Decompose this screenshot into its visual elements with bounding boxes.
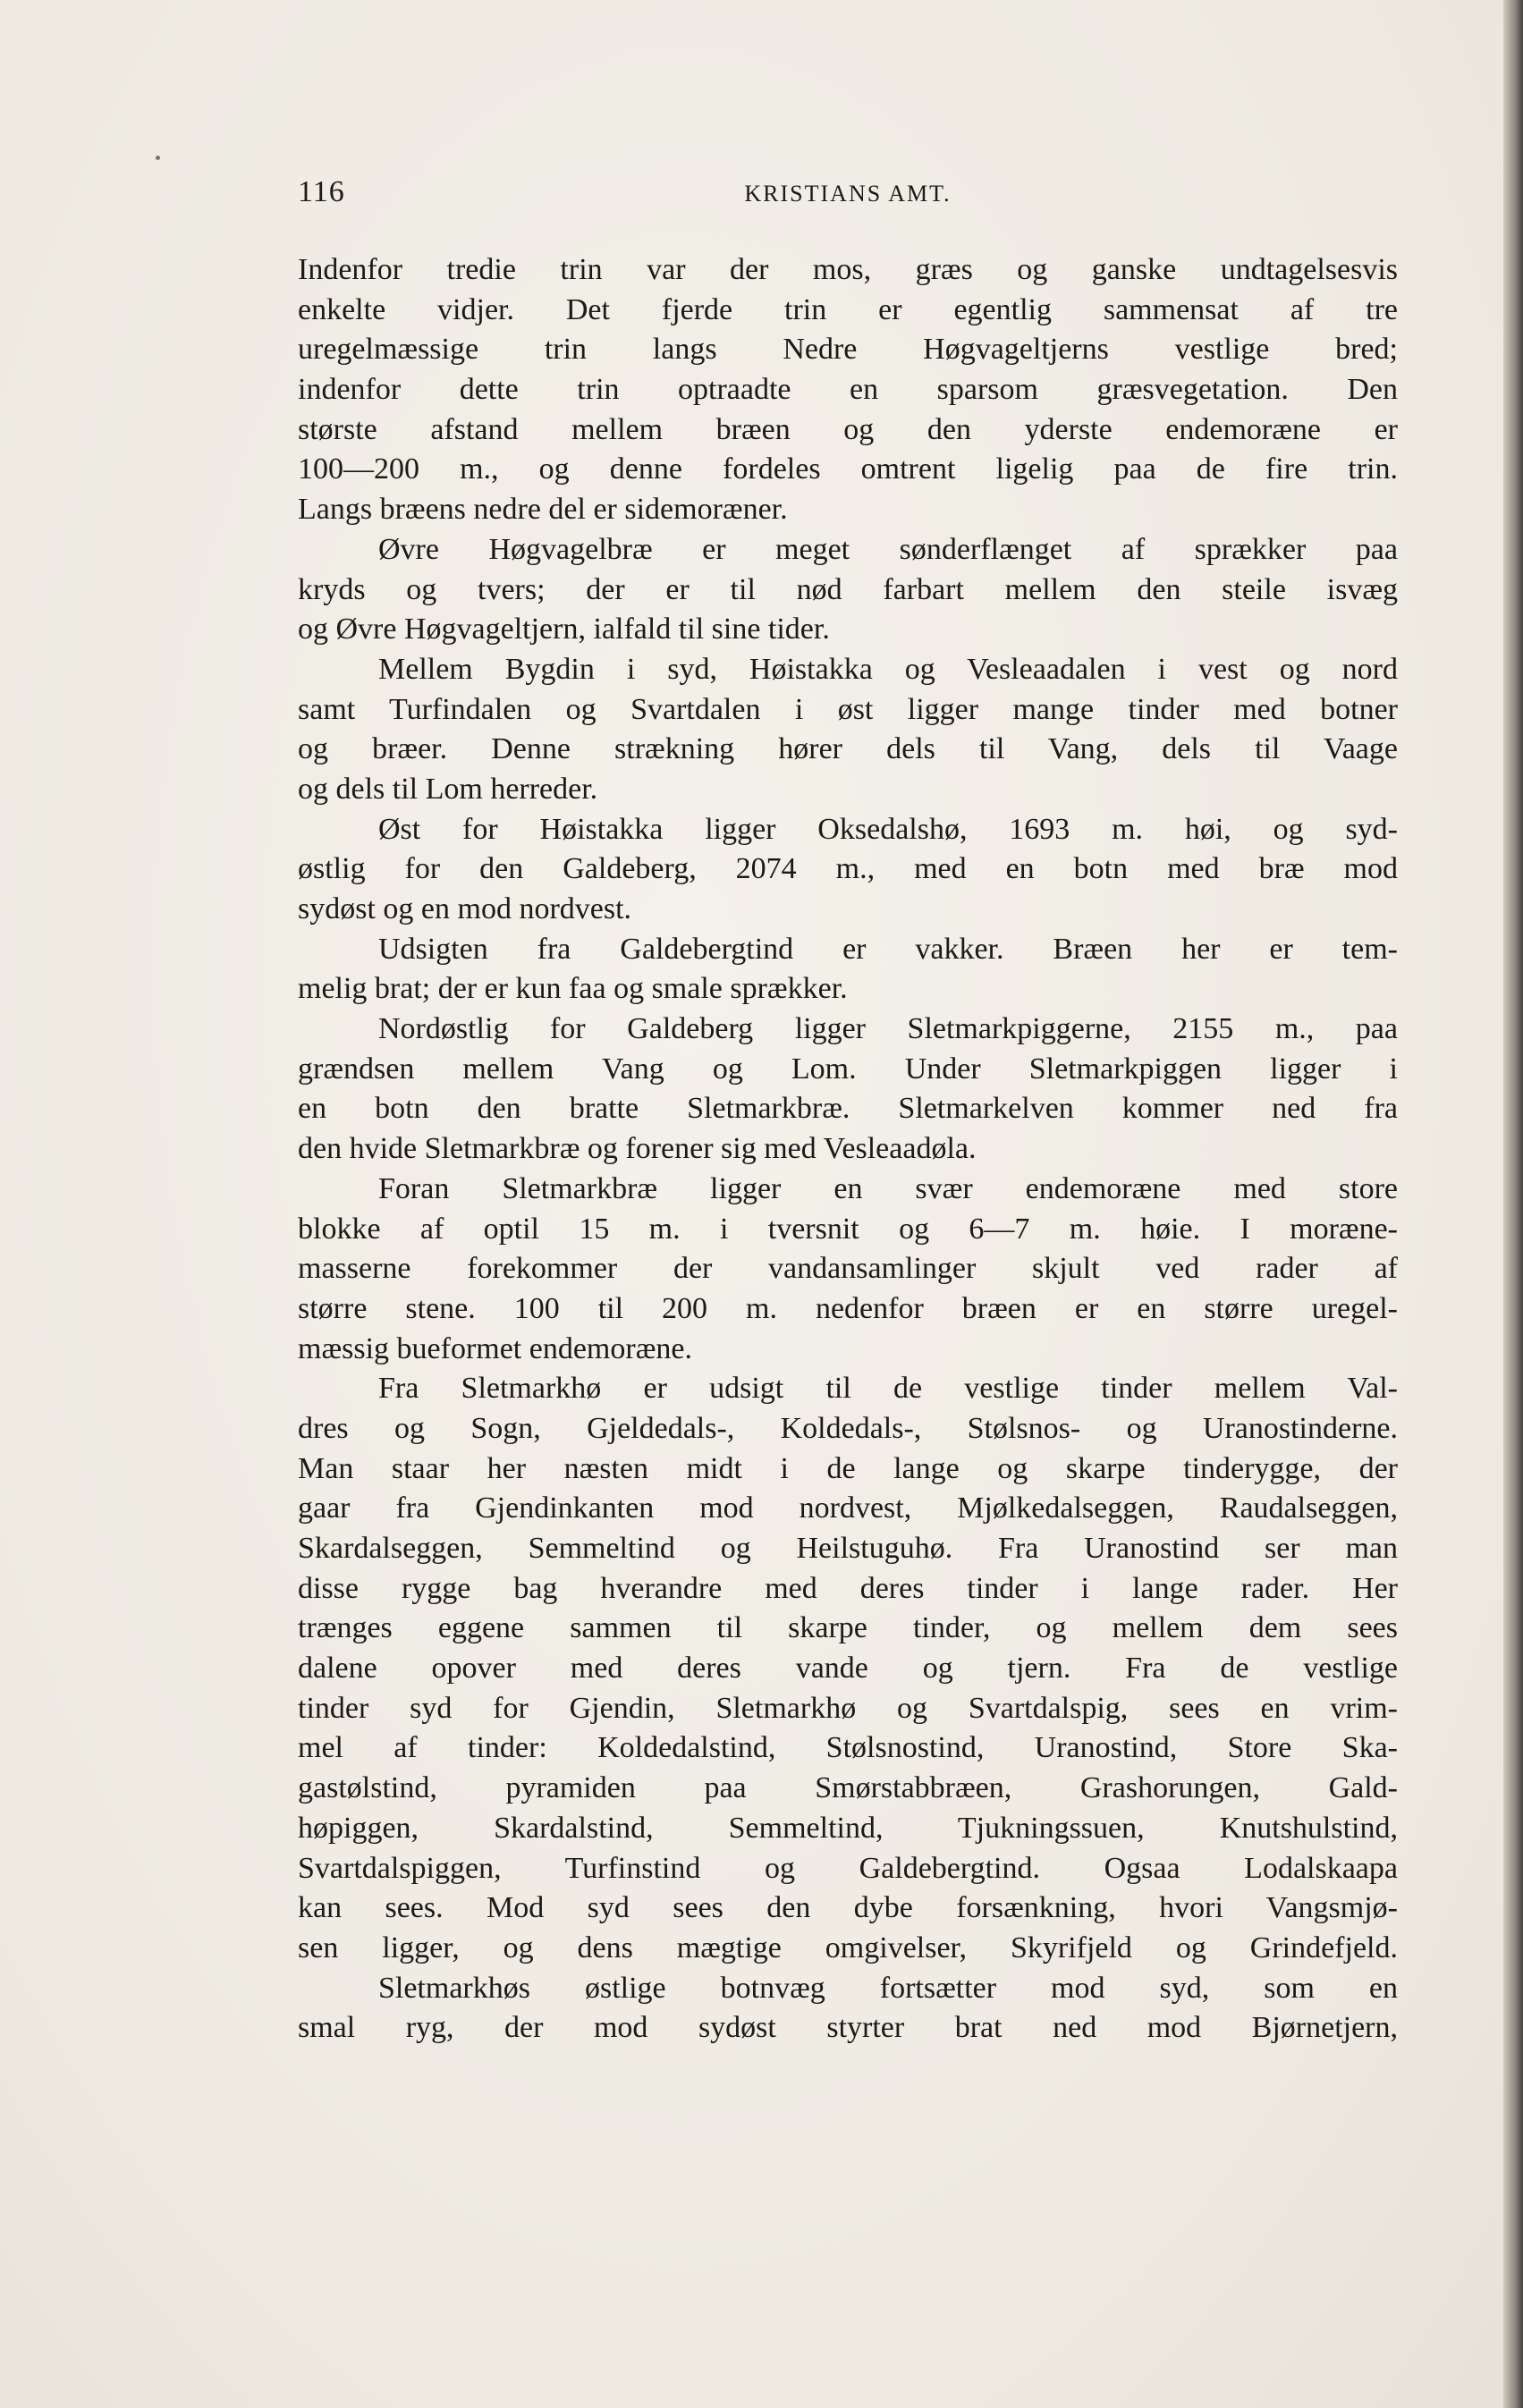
text-line: Øvre Høgvagelbræ er meget sønderflænget af sprækker paa (378, 532, 1398, 566)
text-line: Skardalseggen, Semmeltind og Heilstuguhø. Fra Uranostind ser man (298, 1532, 1398, 1565)
ink-speck (156, 156, 160, 160)
text-line: 100—200 m., og denne fordeles omtrent ligelig paa de fire trin. (298, 452, 1398, 486)
text-line: melig brat; der er kun faa og smale sprækker. (298, 972, 848, 1006)
text-line: Udsigten fra Galdebergtind er vakker. Bræen her er tem- (378, 932, 1398, 966)
text-line: Man staar her næsten midt i de lange og skarpe tinderygge, der (298, 1451, 1398, 1485)
text-line: disse rygge bag hverandre med deres tinder i lange rader. Her (298, 1571, 1398, 1605)
body-text (298, 250, 1398, 2049)
text-line: den hvide Sletmarkbræ og forener sig med Vesleaadøla. (298, 1132, 977, 1166)
text-line: kryds og tvers; der er til nød farbart mellem den steile isvæg (298, 572, 1398, 606)
text-line: enkelte vidjer. Det fjerde trin er egentlig sammensat af tre (298, 292, 1398, 326)
text-line: Mellem Bygdin i syd, Høistakka og Vesleaadalen i vest og nord (378, 652, 1398, 686)
text-line: blokke af optil 15 m. i tversnit og 6—7 m. høie. I moræne- (298, 1212, 1398, 1246)
text-line: sydøst og en mod nordvest. (298, 892, 632, 925)
text-line: indenfor dette trin optraadte en sparsom græsvegetation. Den (298, 373, 1398, 407)
text-line: gastølstind, pyramiden paa Smørstabbræen, Grashorungen, Gald- (298, 1771, 1398, 1805)
text-line: grændsen mellem Vang og Lom. Under Sletmarkpiggen ligger i (298, 1052, 1398, 1086)
text-line: samt Turfindalen og Svartdalen i øst ligger mange tinder med botner (298, 692, 1398, 726)
text-line: østlig for den Galdeberg, 2074 m., med en botn med bræ mod (298, 852, 1398, 886)
text-line: sen ligger, og dens mægtige omgivelser, Skyrifjeld og Grindefjeld. (298, 1931, 1398, 1964)
text-line: masserne forekommer der vandansamlinger skjult ved rader af (298, 1252, 1398, 1286)
text-line: og Øvre Høgvageltjern, ialfald til sine tider. (298, 613, 830, 646)
text-line: en botn den bratte Sletmarkbræ. Sletmarkelven kommer ned fra (298, 1092, 1398, 1126)
text-line: tinder syd for Gjendin, Sletmarkhø og Svartdalspig, sees en vrim- (298, 1691, 1398, 1725)
text-line: smal ryg, der mod sydøst styrter brat ned mod Bjørnetjern, (298, 2011, 1398, 2045)
text-line: største afstand mellem bræen og den yderste endemoræne er (298, 412, 1398, 446)
text-line: mæssig bueformet endemoræne. (298, 1331, 692, 1365)
page-edge-shadow (1503, 0, 1523, 2408)
text-line: Langs bræens nedre del er sidemoræner. (298, 493, 788, 527)
text-line: Indenfor tredie trin var der mos, græs og ganske undtagelsesvis (298, 253, 1398, 286)
page-header (298, 175, 1398, 220)
text-line: og bræer. Denne strækning hører dels til Vang, dels til Vaage (298, 732, 1398, 766)
text-line: kan sees. Mod syd sees den dybe forsænkning, hvori Vangsmjø- (298, 1891, 1398, 1925)
text-line: Nordøstlig for Galdeberg ligger Sletmarkpiggerne, 2155 m., paa (378, 1012, 1398, 1046)
text-line: høpiggen, Skardalstind, Semmeltind, Tjukningssuen, Knutshulstind, (298, 1811, 1398, 1845)
text-line: Svartdalspiggen, Turfinstind og Galdebergtind. Ogsaa Lodalskaapa (298, 1851, 1398, 1885)
running-head: KRISTIANS AMT. (744, 181, 952, 207)
text-line: og dels til Lom herreder. (298, 772, 598, 806)
text-line: dalene opover med deres vande og tjern. Fra de vestlige (298, 1652, 1398, 1686)
text-line: trænges eggene sammen til skarpe tinder, og mellem dem sees (298, 1611, 1398, 1645)
text-line: Foran Sletmarkbræ ligger en svær endemoræne med store (378, 1171, 1398, 1205)
text-line: dres og Sogn, Gjeldedals-, Koldedals-, Stølsnos- og Uranostinderne. (298, 1411, 1398, 1445)
text-line: Fra Sletmarkhø er udsigt til de vestlige tinder mellem Val- (378, 1372, 1398, 1406)
text-line: gaar fra Gjendinkanten mod nordvest, Mjølkedalseggen, Raudalseggen, (298, 1491, 1398, 1525)
text-line: større stene. 100 til 200 m. nedenfor bræen er en større uregel- (298, 1291, 1398, 1325)
text-line: Sletmarkhøs østlige botnvæg fortsætter mod syd, som en (378, 1971, 1398, 2005)
text-line: uregelmæssige trin langs Nedre Høgvageltjerns vestlige bred; (298, 333, 1398, 367)
page-number: 116 (298, 175, 345, 208)
text-line: mel af tinder: Koldedalstind, Stølsnostind, Uranostind, Store Ska- (298, 1731, 1398, 1765)
text-line: Øst for Høistakka ligger Oksedalshø, 1693 m. høi, og syd- (378, 812, 1398, 846)
